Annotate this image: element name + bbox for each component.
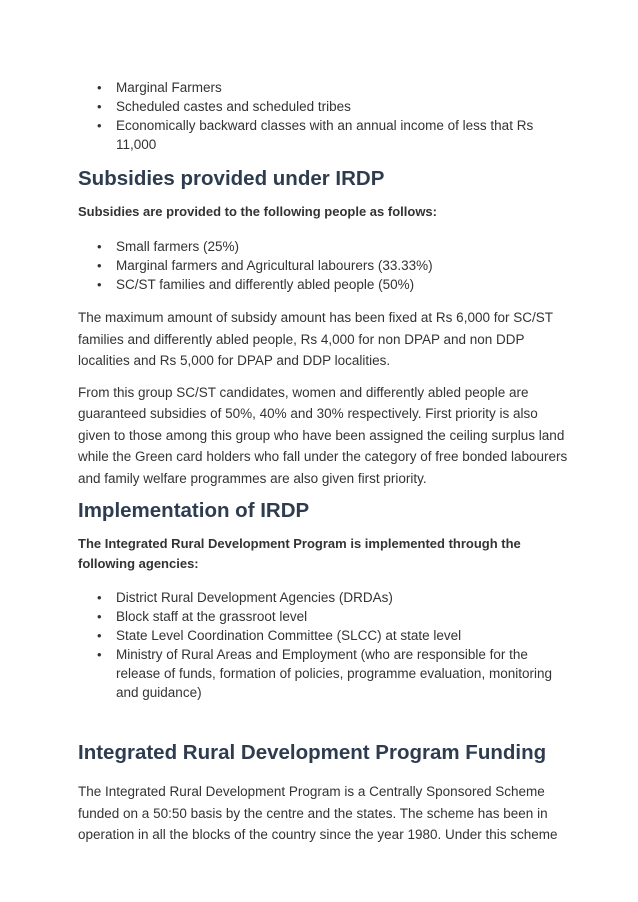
subsidy-priority-paragraph: From this group SC/ST candidates, women and differently abled people are guaranteed subsidies of 50%, 40% and 30% respectively. First priority is also given to those among this group who have been assigned the ceiling surplus land while the Green card holders who fall under the category of free bonded labourers and family welfare programmes are also given first priority.: [78, 384, 568, 486]
bullet-icon: •: [97, 99, 102, 114]
implementation-bullet-list: [78, 588, 568, 702]
bullet-icon: •: [97, 258, 102, 273]
subsidies-lead: Subsidies are provided to the following people as follows:: [78, 204, 437, 219]
list-item: • State Level Coordination Committee (SLCC) at state level: [97, 628, 462, 643]
subsidies-heading: Subsidies provided under IRDP: [78, 167, 385, 190]
bullet-icon: •: [97, 277, 102, 292]
intro-bullet-list: [78, 78, 568, 154]
list-item: • Block staff at the grassroot level: [97, 609, 308, 624]
bullet-icon: •: [97, 647, 102, 662]
list-item: • Small farmers (25%): [97, 239, 240, 254]
bullet-icon: •: [97, 628, 102, 643]
bullet-icon: •: [97, 609, 102, 624]
funding-paragraph: The Integrated Rural Development Program is a Centrally Sponsored Scheme funded on a 50:50 basis by the centre and the states. The scheme has been in operation in all the blocks of the country since the year 1980. Under this scheme: [78, 784, 558, 842]
bullet-icon: •: [97, 590, 102, 605]
list-item: • Scheduled castes and scheduled tribes: [97, 99, 351, 114]
bullet-icon: •: [97, 239, 102, 254]
bullet-icon: •: [97, 118, 102, 133]
list-item: • Marginal farmers and Agricultural labourers (33.33%): [97, 258, 433, 273]
subsidies-bullet-list: [78, 237, 568, 294]
list-item: • Ministry of Rural Areas and Employment (who are responsible for the release of funds, formation of policies, programme evaluation, monitoring and guidance): [97, 647, 552, 700]
funding-heading: Integrated Rural Development Program Funding: [78, 741, 547, 764]
implementation-lead: The Integrated Rural Development Program is implemented through the following agencies:: [78, 536, 521, 571]
subsidy-amount-paragraph: The maximum amount of subsidy amount has been fixed at Rs 6,000 for SC/ST families and differently abled people, Rs 4,000 for non DPAP and non DDP localities and Rs 5,000 for DPAP and DDP localities.: [78, 310, 553, 368]
list-item: • SC/ST families and differently abled people (50%): [97, 277, 415, 292]
bullet-icon: •: [97, 80, 102, 95]
document-page: [78, 78, 568, 846]
list-item: • Marginal Farmers: [97, 80, 222, 95]
list-item: • Economically backward classes with an annual income of less that Rs 11,000: [97, 118, 534, 152]
list-item: • District Rural Development Agencies (DRDAs): [97, 590, 393, 605]
implementation-heading: Implementation of IRDP: [78, 499, 310, 522]
